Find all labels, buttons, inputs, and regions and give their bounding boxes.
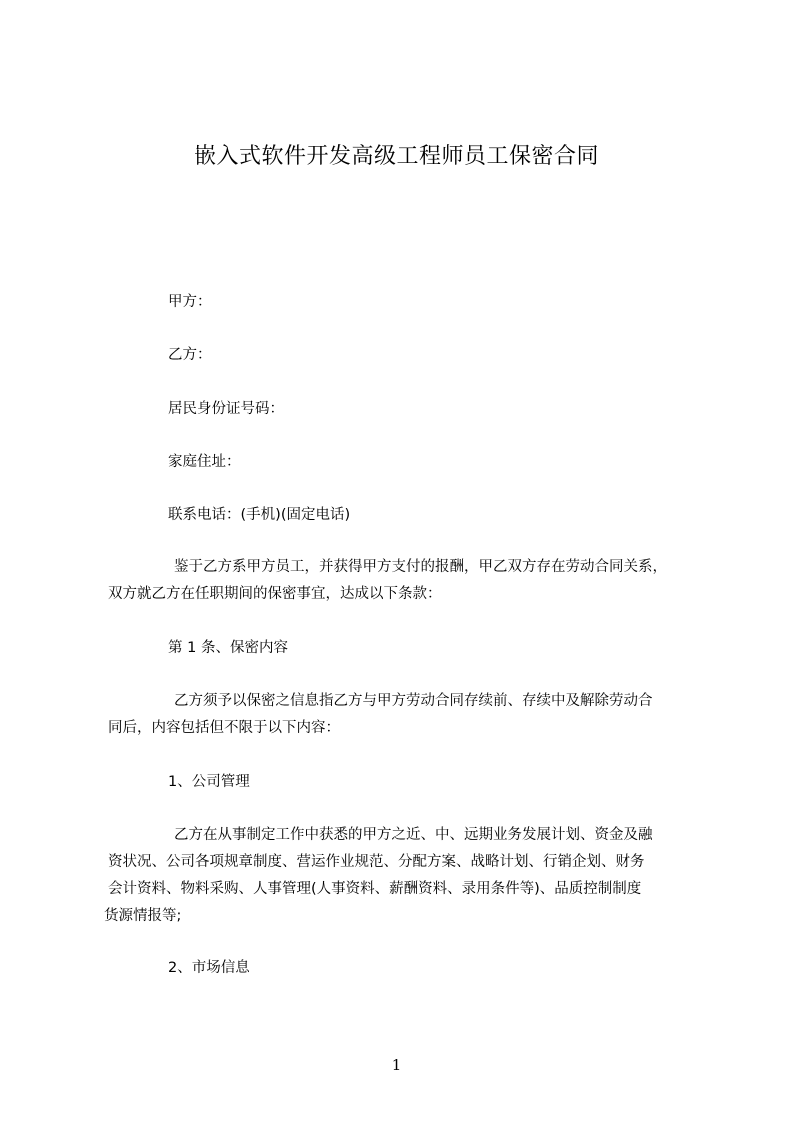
article-1-heading: 第 1 条、保密内容 [168, 640, 288, 656]
id-number-label: 居民身份证号码： [168, 401, 284, 417]
article-1-intro-line-1: 乙方须予以保密之信息指乙方与甲方劳动合同存续前、存续中及解除劳动合 [174, 693, 653, 709]
item-2-heading: 2、市场信息 [168, 960, 250, 976]
preamble-paragraph [108, 554, 708, 608]
item-1-body-paragraph [104, 822, 704, 930]
item-1-body-line-1: 乙方在从事制定工作中获悉的甲方之近、中、远期业务发展计划、资金及融 [174, 827, 653, 843]
document-title: 嵌入式软件开发高级工程师员工保密合同 [193, 144, 599, 169]
party-b-label: 乙方： [168, 347, 212, 363]
preamble-line-1: 鉴于乙方系甲方员工，并获得甲方支付的报酬，甲乙双方存在劳动合同关系， [174, 559, 667, 575]
phone-label: 联系电话：(手机)(固定电话) [168, 507, 351, 523]
item-1-body-line-4: 货源情报等; [104, 908, 182, 924]
page-number: 1 [391, 1056, 402, 1074]
item-1-heading: 1、公司管理 [168, 774, 250, 790]
party-a-label: 甲方： [168, 294, 212, 310]
item-1-body-line-3: 会计资料、物料采购、人事管理(人事资料、薪酬资料、录用条件等)、品质控制制度 [108, 881, 642, 897]
article-1-intro-paragraph [108, 688, 708, 742]
article-1-intro-line-2: 同后，内容包括但不限于以下内容： [108, 720, 340, 736]
address-label: 家庭住址： [168, 454, 241, 470]
preamble-line-2: 双方就乙方在任职期间的保密事宜，达成以下条款： [108, 586, 442, 602]
item-1-body-line-2: 资状况、公司各项规章制度、营运作业规范、分配方案、战略计划、行销企划、财务 [108, 854, 645, 870]
